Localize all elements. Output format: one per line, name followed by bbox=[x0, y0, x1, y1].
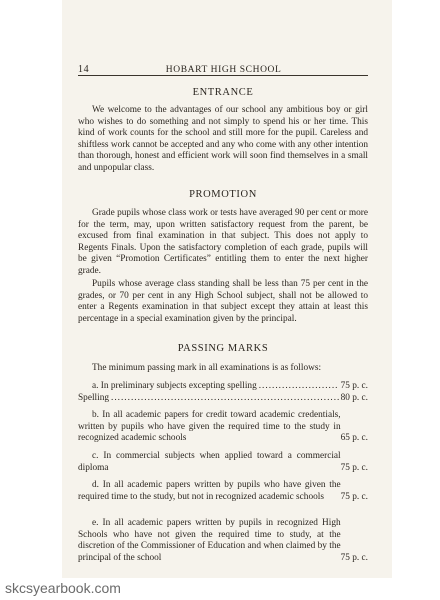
passing-marks-heading: PASSING MARKS bbox=[177, 343, 269, 354]
mark-item-d bbox=[78, 480, 368, 503]
site-watermark: skcsyearbook.com bbox=[0, 578, 440, 600]
promotion-paragraph-2: Pupils whose average class standing shall be less than 75 per cent in the grades, or 70 per cent in any High School subject, shall not be allowed to enter a Regents examination in that subject except they attain at least this percentage in a special examination given by the principal. bbox=[78, 279, 368, 324]
page-number: 14 bbox=[78, 64, 90, 75]
mark-item-spelling bbox=[78, 393, 368, 405]
mark-item-b bbox=[78, 410, 368, 445]
leader-dots bbox=[259, 381, 339, 393]
mark-item-text: Spelling bbox=[78, 393, 109, 403]
mark-item-c bbox=[78, 451, 368, 474]
mark-item-value: 65 p. c. bbox=[340, 433, 368, 443]
entrance-paragraph: We welcome to the advantages of our school any ambitious boy or girl who wishes to do something and not simply to spend his or her time. This kind of work counts for the school and still more for the pupil. Careless and shiftless work cannot be accepted and any who come with any other intention than thorough, honest and efficient work will soon find themselves in a small and unpopular class. bbox=[78, 105, 368, 173]
mark-item-text: c. In commercial subjects when applied toward a commercial diploma bbox=[78, 451, 341, 473]
mark-item-value: 75 p. c. bbox=[340, 462, 368, 473]
mark-item-value: 80 p. c. bbox=[340, 393, 368, 403]
mark-item-text: e. In all academic papers written by pupils in recognized High Schools who have not given the required time to study, at the discretion of the Commissioner of Education and when claimed by the principal of the school bbox=[78, 518, 341, 563]
mark-item-a bbox=[78, 381, 368, 393]
entrance-heading: ENTRANCE bbox=[192, 87, 254, 98]
mark-item-value: 75 p. c. bbox=[340, 552, 368, 563]
page-header bbox=[78, 64, 368, 75]
mark-item-value: 75 p. c. bbox=[340, 381, 368, 391]
leader-dots bbox=[111, 393, 339, 405]
mark-item-e bbox=[78, 518, 368, 564]
mark-item-value: 75 p. c. bbox=[340, 491, 368, 502]
promotion-heading: PROMOTION bbox=[189, 189, 257, 200]
header-rule bbox=[78, 75, 368, 76]
mark-item-text: a. In preliminary subjects excepting spelling bbox=[92, 381, 257, 391]
promotion-paragraph-1: Grade pupils whose class work or tests have averaged 90 per cent or more for the term, may, upon written satisfactory request from the parent, be excused from final examination in that subject. This does not apply to Regents Finals. Upon the satisfactory completion of each grade, pupils will be given “Promotion Certificates” entitling them to enter the next higher grade. bbox=[78, 208, 368, 276]
passing-marks-intro: The minimum passing mark in all examinations is as follows: bbox=[92, 363, 322, 373]
running-title: HOBART HIGH SCHOOL bbox=[165, 65, 282, 75]
mark-item-text: d. In all academic papers written by pupils who have given the required time to the study, but not in recognized academic schools bbox=[78, 480, 341, 502]
mark-item-text: b. In all academic papers for credit toward academic credentials, written by pupils who have given the required time to the study in recognized academic schools bbox=[78, 410, 341, 443]
